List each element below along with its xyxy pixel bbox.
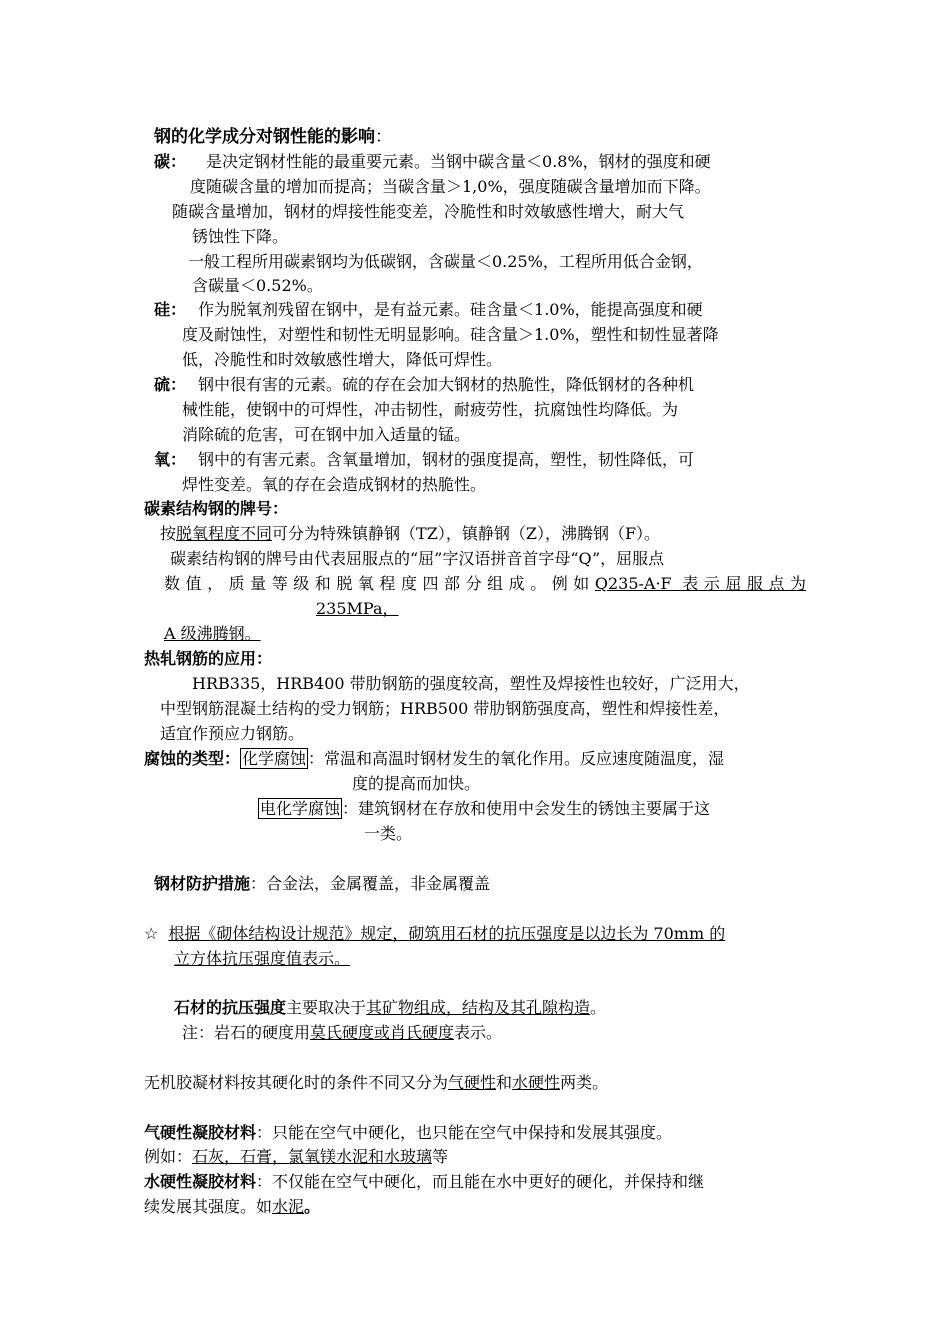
water-binder-text: ：不仅能在空气中硬化，而且能在水中更好的硬化，并保持和继: [256, 1172, 705, 1191]
stone-note-line: [182, 1022, 502, 1044]
carbon-line-2: 度随碳含量的增加而提高；当碳含量＞1,0%，强度随碳含量增加而下降。: [190, 177, 711, 196]
water-binder-line: [144, 1171, 704, 1193]
silicon-text-1: 作为脱氧剂残留在钢中，是有益元素。硅含量＜1.0%，能提高强度和硬: [198, 300, 703, 319]
grade-text-3: [164, 573, 806, 595]
stone-strength-label: 石材的抗压强度: [174, 998, 287, 1017]
grade-line-2: 碳素结构钢的牌号由代表屈服点的“屈”字汉语拼音首字母“Q”，屈服点: [170, 549, 665, 568]
binders-line-1: [144, 1072, 608, 1094]
carbon-line-4: 锈蚀性下降。: [192, 227, 289, 246]
example-line: [144, 1146, 448, 1168]
cement-underline: 水泥: [272, 1197, 305, 1216]
stone-note-a: 注：岩石的硬度用: [182, 1023, 311, 1042]
stone-strength-underline: 其矿物组成，结构及其孔隙构造: [366, 998, 591, 1017]
grade-text-1b: 可分为特殊镇静钢（TZ），镇静钢（Z），沸腾钢（F）。: [272, 524, 661, 543]
corrosion-line-2: 度的提高而加快。: [352, 774, 481, 793]
page-title: [154, 126, 392, 148]
example-a: 例如：: [144, 1147, 193, 1166]
deoxidation-underline: 脱氧程度不同: [176, 524, 273, 543]
grade-text-3a: 数值，质量等级和脱氧程度四部分组成。例如: [164, 574, 595, 593]
oxygen-text-1: 钢中的有害元素。含氧量增加，钢材的强度提高，塑性，韧性降低，可: [198, 450, 695, 469]
electrochemical-corrosion-text: ：建筑钢材在存放和使用中会发生的锈蚀主要属于这: [342, 799, 711, 818]
rebar-line-2: 中型钢筋混凝土结构的受力钢筋；HRB500 带肋钢筋强度高，塑性和焊接性差，: [160, 699, 730, 718]
example-b: 等: [432, 1147, 449, 1166]
grade-line-3: [164, 573, 806, 595]
corrosion-line-1: [144, 748, 724, 770]
title-colon: ：: [375, 127, 392, 147]
carbon-label: 碳：: [154, 152, 187, 171]
rebar-line-1: HRB335，HRB400 带肋钢筋的强度较高，塑性及焊接性也较好，广泛用大，: [192, 674, 750, 693]
binders-text-b: 两类。: [560, 1073, 609, 1092]
sulfur-text-1: 钢中很有害的元素。硫的存在会加大钢材的热脆性，降低钢材的各种机: [198, 375, 695, 394]
hydraulic-underline: 水硬性: [512, 1073, 561, 1092]
chemical-corrosion-box: 化学腐蚀: [242, 749, 307, 768]
rebar-heading: 热轧钢筋的应用：: [144, 649, 273, 668]
binders-text-a: 无机胶凝材料按其硬化时的条件不同又分为: [144, 1073, 449, 1092]
chemical-corrosion-text: ：常温和高温时钢材发生的氧化作用。反应速度随温度，湿: [308, 749, 725, 768]
corrosion-heading: 腐蚀的类型：: [144, 749, 241, 768]
carbon-line-3: 随碳含量增加，钢材的焊接性能变差，冷脆性和时效敏感性增大，耐大气: [172, 202, 685, 221]
air-hardening-underline: 气硬性: [448, 1073, 497, 1092]
stone-strength-line: [174, 997, 606, 1019]
electrochemical-corrosion-box: 电化学腐蚀: [260, 799, 341, 818]
silicon-label: 硅：: [154, 300, 187, 319]
stone-line-2: 立方体抗压强度值表示。: [174, 949, 351, 968]
grade-line-4: 235MPa，: [316, 599, 399, 618]
sulfur-line-3: 消除硫的危害，可在钢中加入适量的锰。: [182, 425, 471, 444]
oxygen-line-1: [154, 449, 694, 471]
rebar-line-3: 适宜作预应力钢筋。: [160, 724, 305, 743]
grade-line-5: A 级沸腾钢。: [164, 624, 261, 643]
sulfur-line-1: [154, 374, 694, 396]
stone-strength-a: 主要取决于: [286, 998, 367, 1017]
carbon-line-6: 含碳量＜0.52%。: [192, 276, 323, 295]
oxygen-label: 氧：: [154, 450, 187, 469]
corrosion-line-4: 一类。: [364, 824, 413, 843]
stone-line-1: [144, 923, 725, 945]
carbon-text-1: 是决定钢材性能的最重要元素。当钢中碳含量＜0.8%，钢材的强度和硬: [206, 152, 711, 171]
example-underline: 石灰，石膏，氯氧镁水泥和水玻璃: [192, 1147, 433, 1166]
air-binder-line: [144, 1122, 672, 1144]
sulfur-label: 硫：: [154, 375, 187, 394]
water-binder-b: 。: [304, 1197, 321, 1216]
water-binder-a: 续发展其强度。如: [144, 1197, 273, 1216]
carbon-line-5: 一般工程所用碳素钢均为低碳钢，含碳量＜0.25%，工程所用低合金钢，: [188, 252, 703, 271]
title-text: 钢的化学成分对钢性能的影响: [154, 127, 375, 147]
water-binder-label: 水硬性凝胶材料: [144, 1172, 257, 1191]
stone-strength-b: 。: [590, 998, 607, 1017]
stone-note-b: 表示。: [454, 1023, 503, 1042]
silicon-line-3: 低，冷脆性和时效敏感性增大，降低可焊性。: [182, 350, 503, 369]
protection-heading: 钢材防护措施: [154, 874, 251, 893]
silicon-line-2: 度及耐蚀性，对塑性和韧性无明显影响。硅含量＞1.0%，塑性和韧性显著降: [182, 325, 719, 344]
star-icon: ☆: [144, 924, 159, 943]
sulfur-line-2: 械性能，使钢中的可焊性，冲击韧性，耐疲劳性，抗腐蚀性均降低。为: [182, 400, 679, 419]
air-binder-label: 气硬性凝胶材料: [144, 1123, 257, 1142]
grade-heading: 碳素结构钢的牌号：: [144, 499, 289, 518]
silicon-line-1: [154, 299, 703, 321]
grade-text-1a: 按: [160, 524, 177, 543]
water-binder-line-2: [144, 1196, 320, 1218]
carbon-line-1: [154, 151, 711, 173]
stone-text-1: 根据《砌体结构设计规范》规定，砌筑用石材的抗压强度是以边长为 70mm 的: [168, 924, 726, 943]
protection-line: [154, 873, 490, 895]
q235-underline: Q235-A·F 表示屈服点为: [594, 574, 806, 593]
stone-note-underline: 莫氏硬度或肖氏硬度: [310, 1023, 455, 1042]
oxygen-line-2: 焊性变差。氧的存在会造成钢材的热脆性。: [182, 475, 487, 494]
binders-and: 和: [496, 1073, 513, 1092]
grade-line-1: [160, 523, 660, 545]
air-binder-text: ：只能在空气中硬化，也只能在空气中保持和发展其强度。: [256, 1123, 673, 1142]
corrosion-line-3: [258, 798, 710, 820]
protection-text: ：合金法，金属覆盖，非金属覆盖: [250, 874, 491, 893]
